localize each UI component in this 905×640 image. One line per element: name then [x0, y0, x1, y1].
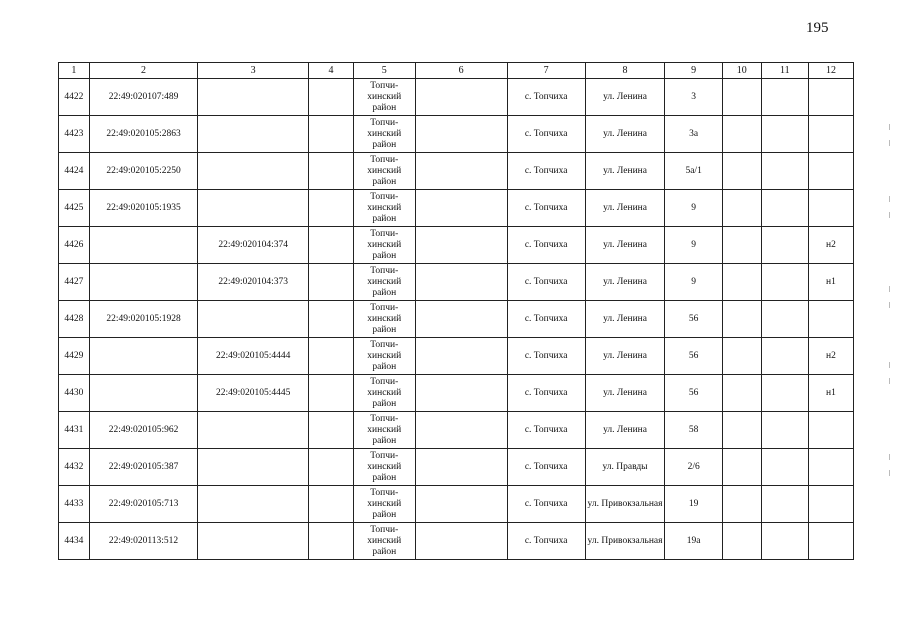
cell-row-number: 4432: [59, 449, 90, 486]
cell-col-6: [415, 523, 507, 560]
cell-district: Топчи- хинский район: [354, 412, 415, 449]
table-row: [59, 338, 854, 375]
cell-cadastral-number: [89, 375, 198, 412]
cell-house-number: 3а: [665, 116, 722, 153]
cell-row-number: 4431: [59, 412, 90, 449]
cell-row-number: 4422: [59, 79, 90, 116]
cell-cadastral-number-room: [198, 412, 309, 449]
column-header-11: 11: [761, 63, 808, 79]
cell-col-10: [722, 227, 761, 264]
cell-cadastral-number-room: 22:49:020105:4445: [198, 375, 309, 412]
cell-col-11: [761, 523, 808, 560]
cell-col-4: [308, 79, 353, 116]
cell-row-number: 4429: [59, 338, 90, 375]
cell-cadastral-number: 22:49:020105:962: [89, 412, 198, 449]
cell-cadastral-number-room: 22:49:020105:4444: [198, 338, 309, 375]
cell-col-10: [722, 264, 761, 301]
cell-col-11: [761, 79, 808, 116]
cell-note: н2: [808, 338, 853, 375]
cell-col-10: [722, 412, 761, 449]
cell-col-10: [722, 338, 761, 375]
cell-cadastral-number: 22:49:020105:387: [89, 449, 198, 486]
cell-note: [808, 523, 853, 560]
margin-mark: [889, 124, 890, 130]
cell-note: [808, 190, 853, 227]
cell-settlement: с. Топчиха: [507, 301, 585, 338]
cell-col-4: [308, 375, 353, 412]
cell-col-11: [761, 449, 808, 486]
cell-house-number: 2/6: [665, 449, 722, 486]
cell-settlement: с. Топчиха: [507, 375, 585, 412]
cell-note: н1: [808, 264, 853, 301]
cell-street: ул. Ленина: [585, 116, 665, 153]
table-row: [59, 190, 854, 227]
table-row: [59, 301, 854, 338]
cell-col-10: [722, 449, 761, 486]
cell-cadastral-number-room: [198, 486, 309, 523]
cell-col-4: [308, 523, 353, 560]
cell-col-6: [415, 338, 507, 375]
cell-district: Топчи- хинский район: [354, 486, 415, 523]
cell-street: ул. Ленина: [585, 264, 665, 301]
cell-house-number: 56: [665, 301, 722, 338]
cell-row-number: 4427: [59, 264, 90, 301]
cell-street: ул. Привокзальная: [585, 523, 665, 560]
margin-mark: [889, 140, 890, 146]
cell-row-number: 4434: [59, 523, 90, 560]
cell-cadastral-number: 22:49:020105:1935: [89, 190, 198, 227]
cell-cadastral-number: [89, 338, 198, 375]
table-row: [59, 523, 854, 560]
cell-note: [808, 301, 853, 338]
cell-house-number: 19а: [665, 523, 722, 560]
cell-district: Топчи- хинский район: [354, 264, 415, 301]
cell-row-number: 4424: [59, 153, 90, 190]
cell-col-4: [308, 264, 353, 301]
margin-mark: [889, 302, 890, 308]
table-row: [59, 227, 854, 264]
cell-settlement: с. Топчиха: [507, 264, 585, 301]
cell-cadastral-number: 22:49:020105:713: [89, 486, 198, 523]
cell-settlement: с. Топчиха: [507, 523, 585, 560]
cell-col-10: [722, 153, 761, 190]
cell-district: Топчи- хинский район: [354, 301, 415, 338]
cell-col-11: [761, 190, 808, 227]
cell-district: Топчи- хинский район: [354, 153, 415, 190]
cell-col-4: [308, 412, 353, 449]
cell-col-4: [308, 190, 353, 227]
table-row: [59, 116, 854, 153]
cell-col-6: [415, 412, 507, 449]
table-body: [59, 79, 854, 560]
margin-mark: [889, 470, 890, 476]
cell-col-11: [761, 486, 808, 523]
cell-col-6: [415, 449, 507, 486]
cell-cadastral-number: 22:49:020107:489: [89, 79, 198, 116]
cell-col-11: [761, 412, 808, 449]
register-table: [58, 62, 854, 560]
cell-col-10: [722, 79, 761, 116]
cell-note: н1: [808, 375, 853, 412]
cell-street: ул. Правды: [585, 449, 665, 486]
cell-house-number: 5а/1: [665, 153, 722, 190]
cell-col-6: [415, 375, 507, 412]
cell-col-11: [761, 375, 808, 412]
table-row: [59, 79, 854, 116]
cell-street: ул. Ленина: [585, 338, 665, 375]
column-header-6: 6: [415, 63, 507, 79]
cell-settlement: с. Топчиха: [507, 153, 585, 190]
cell-col-11: [761, 116, 808, 153]
cell-settlement: с. Топчиха: [507, 338, 585, 375]
cell-settlement: с. Топчиха: [507, 190, 585, 227]
column-header-2: 2: [89, 63, 198, 79]
cell-cadastral-number-room: [198, 79, 309, 116]
table-row: [59, 486, 854, 523]
cell-col-6: [415, 116, 507, 153]
table-row: [59, 412, 854, 449]
cell-settlement: с. Топчиха: [507, 116, 585, 153]
cell-col-10: [722, 523, 761, 560]
cell-street: ул. Ленина: [585, 227, 665, 264]
cell-col-6: [415, 190, 507, 227]
cell-cadastral-number: [89, 227, 198, 264]
cell-col-10: [722, 375, 761, 412]
cell-row-number: 4426: [59, 227, 90, 264]
cell-settlement: с. Топчиха: [507, 227, 585, 264]
column-header-4: 4: [308, 63, 353, 79]
cell-row-number: 4428: [59, 301, 90, 338]
cell-street: ул. Ленина: [585, 153, 665, 190]
cell-cadastral-number: 22:49:020105:2250: [89, 153, 198, 190]
cell-district: Топчи- хинский район: [354, 190, 415, 227]
column-header-9: 9: [665, 63, 722, 79]
cell-col-10: [722, 486, 761, 523]
cell-note: [808, 116, 853, 153]
cell-col-11: [761, 227, 808, 264]
cell-settlement: с. Топчиха: [507, 412, 585, 449]
cell-cadastral-number-room: [198, 190, 309, 227]
cell-house-number: 56: [665, 375, 722, 412]
cell-note: [808, 79, 853, 116]
cell-cadastral-number-room: [198, 301, 309, 338]
cell-cadastral-number-room: [198, 449, 309, 486]
cell-district: Топчи- хинский район: [354, 227, 415, 264]
cell-col-4: [308, 153, 353, 190]
cell-note: [808, 153, 853, 190]
margin-mark: [889, 212, 890, 218]
cell-col-6: [415, 486, 507, 523]
header-row: [59, 63, 854, 79]
margin-mark: [889, 196, 890, 202]
cell-district: Топчи- хинский район: [354, 523, 415, 560]
cell-street: ул. Привокзальная: [585, 486, 665, 523]
cell-street: ул. Ленина: [585, 190, 665, 227]
cell-settlement: с. Топчиха: [507, 79, 585, 116]
cell-col-10: [722, 116, 761, 153]
cell-cadastral-number: [89, 264, 198, 301]
cell-col-10: [722, 301, 761, 338]
cell-col-6: [415, 301, 507, 338]
column-header-3: 3: [198, 63, 309, 79]
cell-settlement: с. Топчиха: [507, 449, 585, 486]
cell-district: Топчи- хинский район: [354, 116, 415, 153]
cell-settlement: с. Топчиха: [507, 486, 585, 523]
cell-col-4: [308, 486, 353, 523]
margin-mark: [889, 362, 890, 368]
cell-col-6: [415, 264, 507, 301]
cell-street: ул. Ленина: [585, 375, 665, 412]
table-row: [59, 153, 854, 190]
column-header-1: 1: [59, 63, 90, 79]
cell-note: н2: [808, 227, 853, 264]
column-header-8: 8: [585, 63, 665, 79]
cell-col-10: [722, 190, 761, 227]
cell-col-4: [308, 449, 353, 486]
cell-col-4: [308, 227, 353, 264]
cell-col-6: [415, 227, 507, 264]
margin-mark: [889, 286, 890, 292]
cell-cadastral-number-room: 22:49:020104:373: [198, 264, 309, 301]
cell-cadastral-number: 22:49:020113:512: [89, 523, 198, 560]
cell-col-6: [415, 153, 507, 190]
column-header-7: 7: [507, 63, 585, 79]
cell-house-number: 56: [665, 338, 722, 375]
cell-cadastral-number-room: [198, 153, 309, 190]
cell-col-11: [761, 153, 808, 190]
cell-district: Топчи- хинский район: [354, 338, 415, 375]
cell-house-number: 19: [665, 486, 722, 523]
table-row: [59, 449, 854, 486]
margin-mark: [889, 454, 890, 460]
cell-district: Топчи- хинский район: [354, 375, 415, 412]
cell-cadastral-number-room: 22:49:020104:374: [198, 227, 309, 264]
cell-house-number: 9: [665, 190, 722, 227]
cell-row-number: 4433: [59, 486, 90, 523]
column-header-10: 10: [722, 63, 761, 79]
cell-row-number: 4430: [59, 375, 90, 412]
cell-note: [808, 486, 853, 523]
cell-col-4: [308, 301, 353, 338]
cell-house-number: 9: [665, 227, 722, 264]
column-header-5: 5: [354, 63, 415, 79]
cell-cadastral-number-room: [198, 116, 309, 153]
cell-col-11: [761, 264, 808, 301]
cell-cadastral-number-room: [198, 523, 309, 560]
cell-cadastral-number: 22:49:020105:2863: [89, 116, 198, 153]
cell-row-number: 4425: [59, 190, 90, 227]
cell-district: Топчи- хинский район: [354, 449, 415, 486]
cell-house-number: 58: [665, 412, 722, 449]
cell-note: [808, 449, 853, 486]
cell-street: ул. Ленина: [585, 301, 665, 338]
cell-note: [808, 412, 853, 449]
margin-mark: [889, 378, 890, 384]
cell-street: ул. Ленина: [585, 412, 665, 449]
cell-house-number: 9: [665, 264, 722, 301]
cell-col-11: [761, 301, 808, 338]
cell-street: ул. Ленина: [585, 79, 665, 116]
table-row: [59, 264, 854, 301]
column-header-12: 12: [808, 63, 853, 79]
cell-col-6: [415, 79, 507, 116]
page-number: 195: [806, 20, 829, 36]
cell-district: Топчи- хинский район: [354, 79, 415, 116]
table-row: [59, 375, 854, 412]
cell-cadastral-number: 22:49:020105:1928: [89, 301, 198, 338]
cell-col-4: [308, 338, 353, 375]
cell-col-11: [761, 338, 808, 375]
cell-row-number: 4423: [59, 116, 90, 153]
cell-col-4: [308, 116, 353, 153]
cell-house-number: 3: [665, 79, 722, 116]
